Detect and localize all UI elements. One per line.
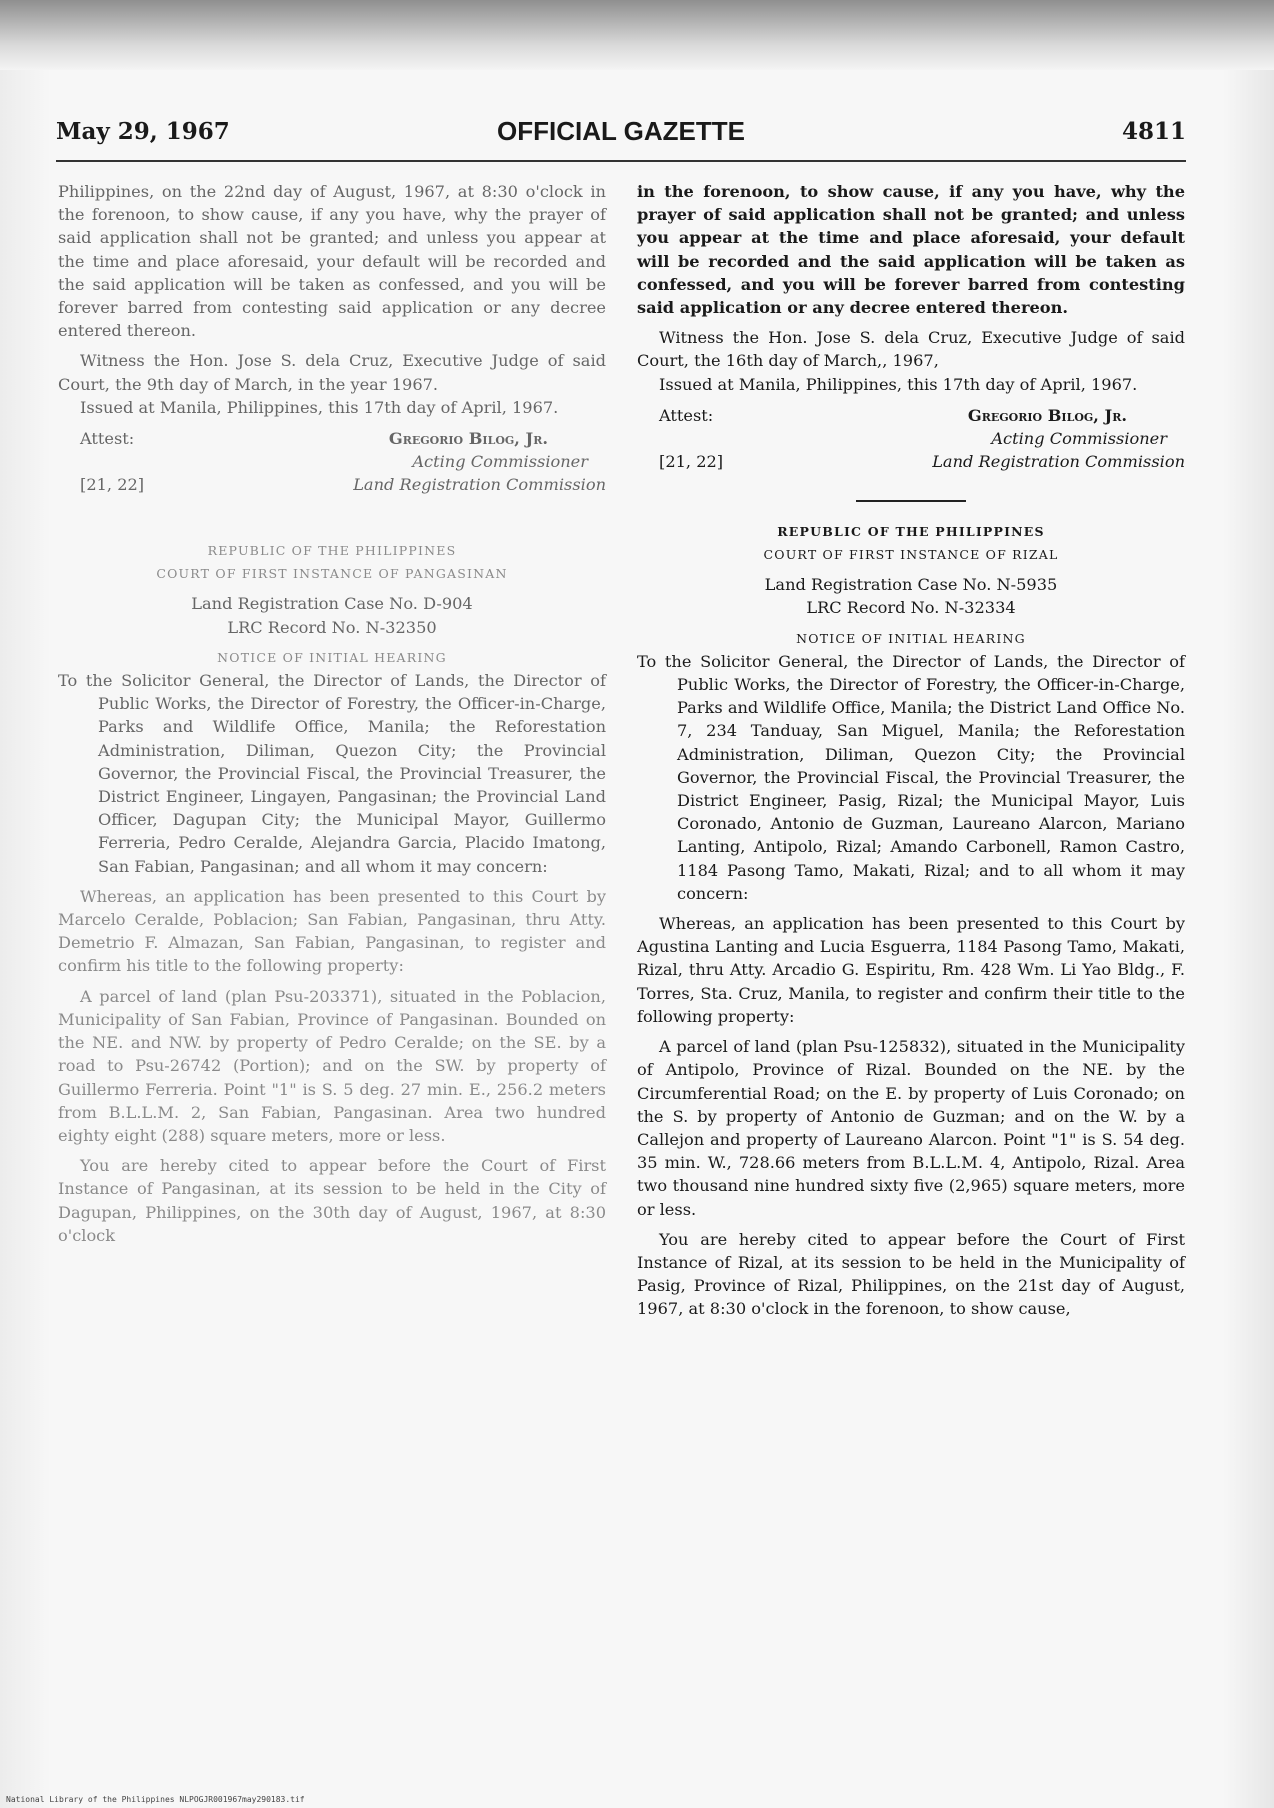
continued-notice-text: in the forenoon, to show cause, if any you have, why the prayer of said application shall not be granted; and unless you appear at the time and place aforesaid, your default will be recorded and the said application will be taken as confessed, and you will be forever barred from contesting said application or any decree entered thereon. [637,182,1185,318]
application-paragraph: Whereas, an application has been presented to this Court by Marcelo Ceralde, Poblacion; San Fabian, Pangasinan, thru Atty. Demetrio F. Almazan, San Fabian, Pangasinan, to register and confirm his title to the following property: [58,886,606,976]
scan-shadow [0,0,1274,70]
issue-date: May 29, 1967 [56,118,230,145]
addressees: To the Solicitor General, the Director of Lands, the Director of Public Works, the Director of Forestry, the Officer-in-Charge, Parks and Wildlife Office, Manila; the District Land Office No. 7, 234 Tanduay, San Miguel, Manila; the Reforestation Administration, Diliman, Quezon City; the Provincial Governor, the Provincial Fiscal, the Provincial Treasurer, the District Engineer, Pasig, Rizal; the Municipal Mayor, Luis Coronado, Antonio de Guzman, Laureano Alarcon, Mariano Lanting, Antipolo, Rizal; Amando Carbonell, Ramon Castro, 1184 Pasong Tamo, Makati, Rizal; and to all whom it may concern: [637,651,1185,903]
attest-label: Attest: [659,405,714,425]
citation-paragraph: You are hereby cited to appear before the Court of First Instance of Rizal, at its session to be held in the Municipality of Pasig, Province of Rizal, Philippines, on the 21st day of August, 1967, at 8:30 o'clock in the forenoon, to show cause, [637,1229,1185,1319]
header-rule [56,160,1186,162]
case-number: Land Registration Case No. N-5935 [764,575,1058,595]
publication-title: OFFICIAL GAZETTE [497,116,745,146]
commissioner-name: Gregorio Bilog, Jr. [967,405,1127,425]
right-column [637,180,1185,1321]
witness-paragraph: Witness the Hon. Jose S. dela Cruz, Executive Judge of said Court, the 16th day of March,, 1967, [637,328,1185,371]
republic-heading: REPUBLIC OF THE PHILIPPINES [777,523,1045,539]
commissioner-role: Acting Commissioner [991,428,1167,448]
commission-name: Land Registration Commission [353,475,606,495]
lrc-record-number: LRC Record No. N-32350 [227,617,437,637]
notice-title: NOTICE OF INITIAL HEARING [217,649,447,665]
commission-name: Land Registration Commission [932,451,1185,471]
record-numbers: [21, 22] [80,475,145,495]
case-number: Land Registration Case No. D-904 [191,594,473,614]
left-column [58,180,606,1247]
continued-notice-text: Philippines, on the 22nd day of August, 1967, at 8:30 o'clock in the forenoon, to show cause, if any you have, why the prayer of said application shall not be granted; and unless you appear at the time and place aforesaid, your default will be recorded and the said application will be taken as confessed, and you will be forever barred from contesting said application or any decree entered thereon. [58,182,606,341]
court-heading: COURT OF FIRST INSTANCE OF RIZAL [763,547,1059,563]
record-numbers: [21, 22] [659,451,724,471]
republic-heading: REPUBLIC OF THE PHILIPPINES [207,543,457,559]
attestation-block [58,427,606,495]
court-heading: COURT OF FIRST INSTANCE OF PANGASINAN [156,566,508,582]
application-paragraph: Whereas, an application has been presented to this Court by Agustina Lanting and Lucia Esguerra, 1184 Pasong Tamo, Makati, Rizal, thru Atty. Arcadio G. Espiritu, Rm. 428 Wm. Li Yao Bldg., F. Torres, Sta. Cruz, Manila, to register and confirm their title to the following property: [637,914,1185,1026]
notice-title: NOTICE OF INITIAL HEARING [796,630,1026,646]
commissioner-role: Acting Commissioner [412,452,588,472]
attestation-block [637,404,1185,472]
page-header [56,118,1186,158]
issued-paragraph: Issued at Manila, Philippines, this 17th day of April, 1967. [659,374,1138,394]
attest-label: Attest: [80,429,135,449]
witness-paragraph: Witness the Hon. Jose S. dela Cruz, Executive Judge of said Court, the 9th day of March, in the year 1967. [58,351,606,394]
commissioner-name: Gregorio Bilog, Jr. [388,429,548,449]
parcel-description: A parcel of land (plan Psu-203371), situated in the Poblacion, Municipality of San Fabian, Province of Pangasinan. Bounded on the NE. and NW. by property of Pedro Ceralde; on the SE. by a road to Psu-26742 (Portion); and on the SW. by property of Guillermo Ferreria. Point "1" is S. 5 deg. 27 min. E., 256.2 meters from B.L.L.M. 2, San Fabian, Pangasinan. Area two hundred eighty eight (288) square meters, more or less. [58,986,606,1145]
parcel-description: A parcel of land (plan Psu-125832), situated in the Municipality of Antipolo, Province of Rizal. Bounded on the NE. by the Circumferential Road; on the E. by property of Luis Coronado; on the S. by property of Antonio de Guzman; and on the W. by a Callejon and property of Laureano Alarcon. Point "1" is S. 54 deg. 35 min. W., 728.66 meters from B.L.L.M. 4, Antipolo, Rizal. Area two thousand nine hundred sixty five (2,965) square meters, more or less. [637,1037,1185,1219]
page-number: 4811 [1121,118,1186,145]
issued-paragraph: Issued at Manila, Philippines, this 17th day of April, 1967. [80,397,559,417]
addressees: To the Solicitor General, the Director of Lands, the Director of Public Works, the Director of Forestry, the Officer-in-Charge, Parks and Wildlife Office, Manila; the Reforestation Administration, Diliman, Quezon City; the Provincial Governor, the Provincial Fiscal, the Provincial Treasurer, the District Engineer, Lingayen, Pangasinan; the Provincial Land Officer, Dagupan City; the Municipal Mayor, Guillermo Ferreria, Pedro Ceralde, Alejandra Garcia, Placido Imatong, San Fabian, Pangasinan; and all whom it may concern: [58,671,606,876]
scan-footer: National Library of the Philippines NLPOGJR001967may290183.tif [6,1795,305,1804]
section-separator [856,500,966,502]
citation-paragraph: You are hereby cited to appear before the Court of First Instance of Pangasinan, at its session to be held in the City of Dagupan, Philippines, on the 30th day of August, 1967, at 8:30 o'clock [58,1156,606,1245]
lrc-record-number: LRC Record No. N-32334 [806,598,1016,618]
